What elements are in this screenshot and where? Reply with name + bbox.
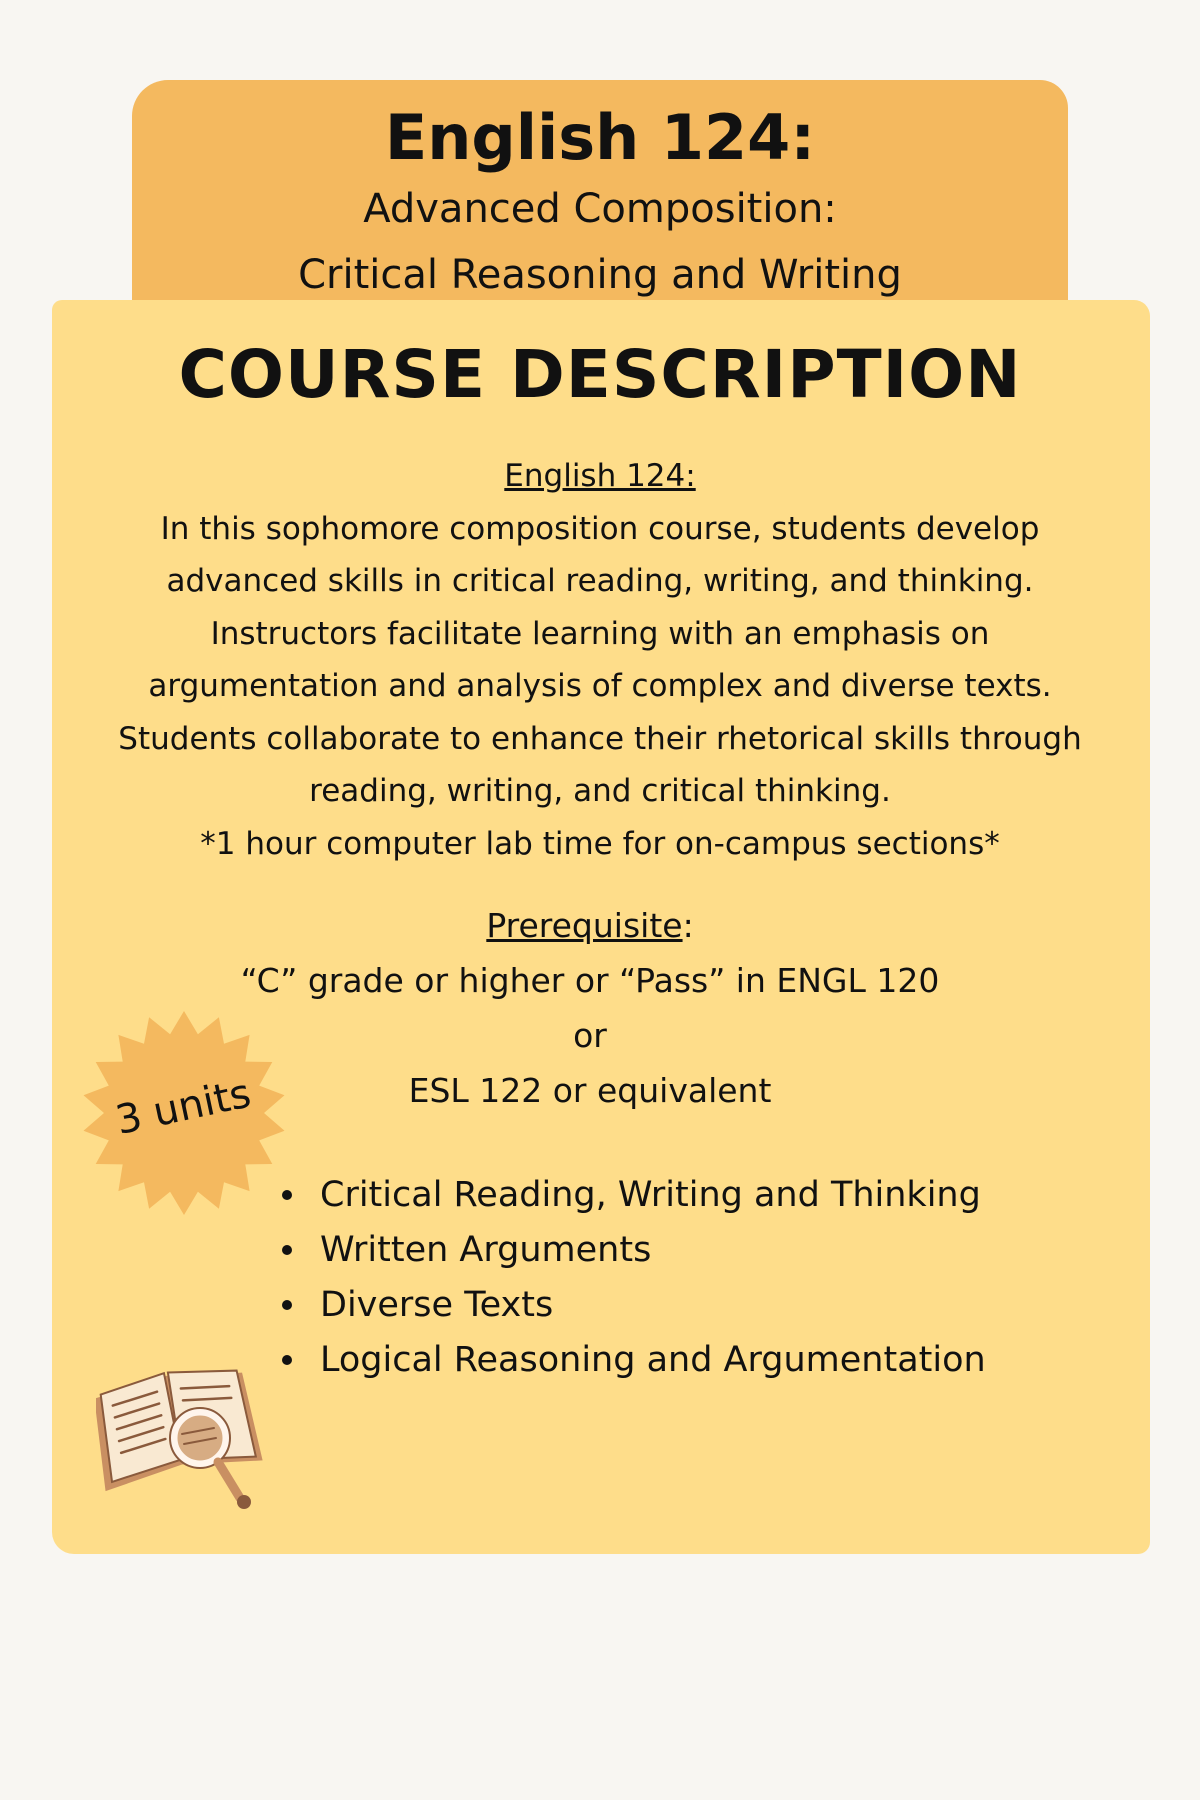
prerequisite-separator: or [573,1016,607,1055]
prerequisite-option-2: ESL 122 or equivalent [408,1071,772,1110]
description-label: English 124: [504,458,696,494]
course-title: English 124: [384,101,816,174]
book-magnifier-icon [96,1360,276,1515]
description-line: Students collaborate to enhance their rhetorical skills through [118,720,1082,757]
course-subtitle-line1: Advanced Composition: [363,186,837,232]
topic-text: Written Arguments [320,1230,652,1270]
topic-text: Critical Reading, Writing and Thinking [320,1175,981,1215]
list-item [282,1333,986,1388]
list-item [282,1278,986,1333]
topic-text: Logical Reasoning and Argumentation [320,1340,986,1380]
description-line: argumentation and analysis of complex and diverse texts. [148,668,1052,704]
section-heading: COURSE DESCRIPTION [178,336,1022,413]
list-item [282,1223,986,1278]
units-badge-text: 3 units [111,1070,255,1144]
list-item [282,1168,986,1223]
description-line: Instructors facilitate learning with an emphasis on [210,615,990,652]
description-line: In this sophomore composition course, students develop [160,510,1040,547]
bullet-icon [282,1300,292,1310]
bullet-icon [282,1245,292,1255]
lab-note: *1 hour computer lab time for on-campus sections* [200,825,1000,862]
bullet-icon [282,1355,292,1365]
topics-list [282,1168,986,1388]
course-description [70,450,1130,870]
course-subtitle-line2: Critical Reasoning and Writing [298,252,902,298]
description-line: reading, writing, and critical thinking. [309,773,891,809]
description-line: advanced skills in critical reading, writing, and thinking. [166,563,1034,599]
prerequisite-block [220,898,960,1118]
bullet-icon [282,1190,292,1200]
starburst-badge-icon [74,1008,294,1218]
prerequisite-colon: : [682,906,694,945]
prerequisite-option-1: “C” grade or higher or “Pass” in ENGL 120 [240,961,940,1000]
prerequisite-label: Prerequisite [486,906,683,945]
topic-text: Diverse Texts [320,1285,554,1325]
